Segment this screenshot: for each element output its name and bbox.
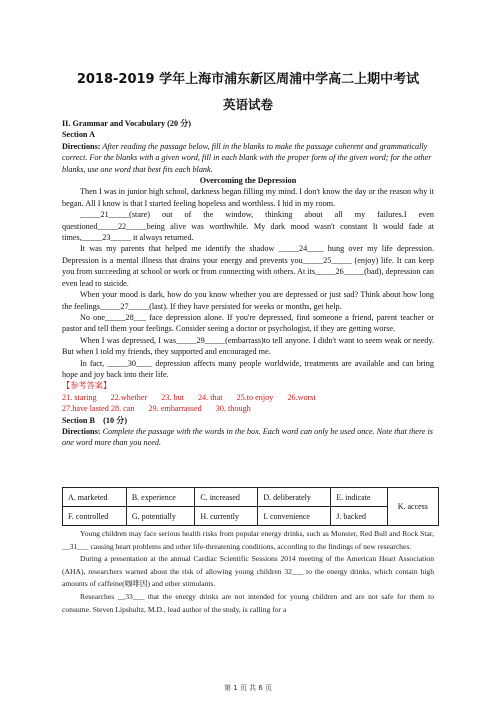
passage-title: Overcoming the Depression: [199, 176, 297, 186]
directions-b-label: Directions:: [62, 426, 101, 436]
answer-item: 25.to enjoy: [236, 392, 274, 402]
word-option: F. controlled: [63, 507, 127, 526]
answer-item: 29. embarrassed: [148, 404, 202, 414]
paragraph: _____21_____(stare) out of the window, thinking about all my failures.I even questioned_____22_____being alive was worthwhile. My dark mood wasn't constant It would fade at times,_____23_____ it always returned.: [62, 210, 434, 243]
paragraph: When your mood is dark, how do you know whether you are depressed or just sad? Think about how long the feelings_____27_____(last). If they have persisted for weeks or months, get help.: [62, 290, 434, 311]
exam-title: 2018-2019 学年上海市浦东新区周浦中学高二上期中考试: [76, 72, 420, 87]
section-b-label: Section B (10 分): [62, 415, 128, 425]
answer-item: 30. though: [215, 404, 251, 414]
part-heading: II. Grammar and Vocabulary (20 分): [62, 119, 192, 128]
answer-item: 23. but: [161, 392, 184, 402]
section-a-block: [62, 118, 434, 449]
word-box-row: [63, 507, 439, 526]
directions-b: [62, 426, 434, 449]
paragraph: Then I was in junior high school, darkness began filling my mind. I don't know the day or the reason why it began. All I know is that I started feeling hopeless and worthless. I hid in my room.: [62, 187, 434, 208]
word-option: E. indicate: [331, 488, 387, 507]
section-a-label: Section A: [62, 130, 95, 140]
answer-item: 24. that: [197, 392, 223, 402]
directions-text: After reading the passage below, fill in the blanks to make the passage coherent and grammatically correct. For the blanks with a given word, fill in each blank with the proper form of the given word; for the other blanks, use one word that best fits each blank.: [62, 141, 432, 174]
word-box: [62, 487, 439, 526]
directions-a: [62, 141, 434, 175]
directions-b-text: Complete the passage with the words in the box. Each word can only be used once. Note that there is one word more than you need.: [62, 426, 433, 448]
paragraph: When I was depressed, I was_____29_____(embarrass)to tell anyone. I didn't want to seem weak or needy. But when I told my friends, they supported and encouraged me.: [62, 335, 434, 357]
paragraph: During a presentation at the annual Cardiac Scientific Sessions 2014 meeting of the American Heart Association (AHA), researchers warned about the risk of allowing young children 32___ to the energy drinks, which contain high amounts of caffeine(咖啡因) and other stimulants.: [62, 554, 434, 589]
page-footer: 第 1 页 共 6 页: [223, 684, 273, 692]
paragraph: Researches __33___ that the energy drinks are not intended for young children and are not safe for them to consume. Steven Lipshultz, M.D., lead author of the study, is calling for a: [62, 591, 434, 614]
answers-row-2: [62, 403, 434, 414]
word-option: D. deliberately: [258, 488, 331, 507]
word-option: A. marketed: [63, 488, 127, 507]
word-option: G. potentially: [126, 507, 195, 526]
word-box-row: [63, 488, 439, 507]
answer-item: 26.worst: [287, 392, 316, 402]
directions-label: Directions:: [62, 141, 101, 151]
word-option: I. convenience: [258, 507, 331, 526]
answer-item: 27.have lasted 28. can: [62, 404, 135, 414]
answer-label: 【参考答案】: [62, 381, 112, 391]
word-option: C. increased: [195, 488, 258, 507]
paragraph: In fact, _____30____ depression affects many people worldwide, treatments are available and can bring hope and joy back into their life.: [62, 358, 434, 379]
paragraph: It was my parents that helped me identify the shadow _____24____ hung over my life depression. Depression is a mental illness that drains your energy and prevents you_____25_____ (enjoy) life. It can keep you from succeeding at school or work or from connecting with others. At its_____26_____(bad), depression can even lead to suicide.: [62, 244, 434, 288]
paragraph: Young children may face serious health risks from popular energy drinks, such as Monster, Red Bull and Rock Star, __31___ causing heart problems and other life-threatening conditions, according to the findings of new researches.: [62, 529, 434, 551]
exam-subtitle: 英语试卷: [222, 97, 273, 112]
answer-item: 21. staring: [62, 392, 97, 402]
word-option: J. backed: [331, 507, 387, 526]
word-option: B. experience: [126, 488, 195, 507]
paragraph: No one_____28___ face depression alone. If you're depressed, find someone a friend, parent teacher or pastor and tell them your feelings. Consider seeing a doctor or psychologist, if they are getting worse.: [62, 312, 434, 334]
section-b-passage: [62, 528, 434, 616]
word-option: K. access: [387, 488, 438, 526]
answers-row-1: [62, 392, 434, 403]
answer-item: 22.whether: [110, 392, 148, 402]
word-option: H. currently: [195, 507, 258, 526]
